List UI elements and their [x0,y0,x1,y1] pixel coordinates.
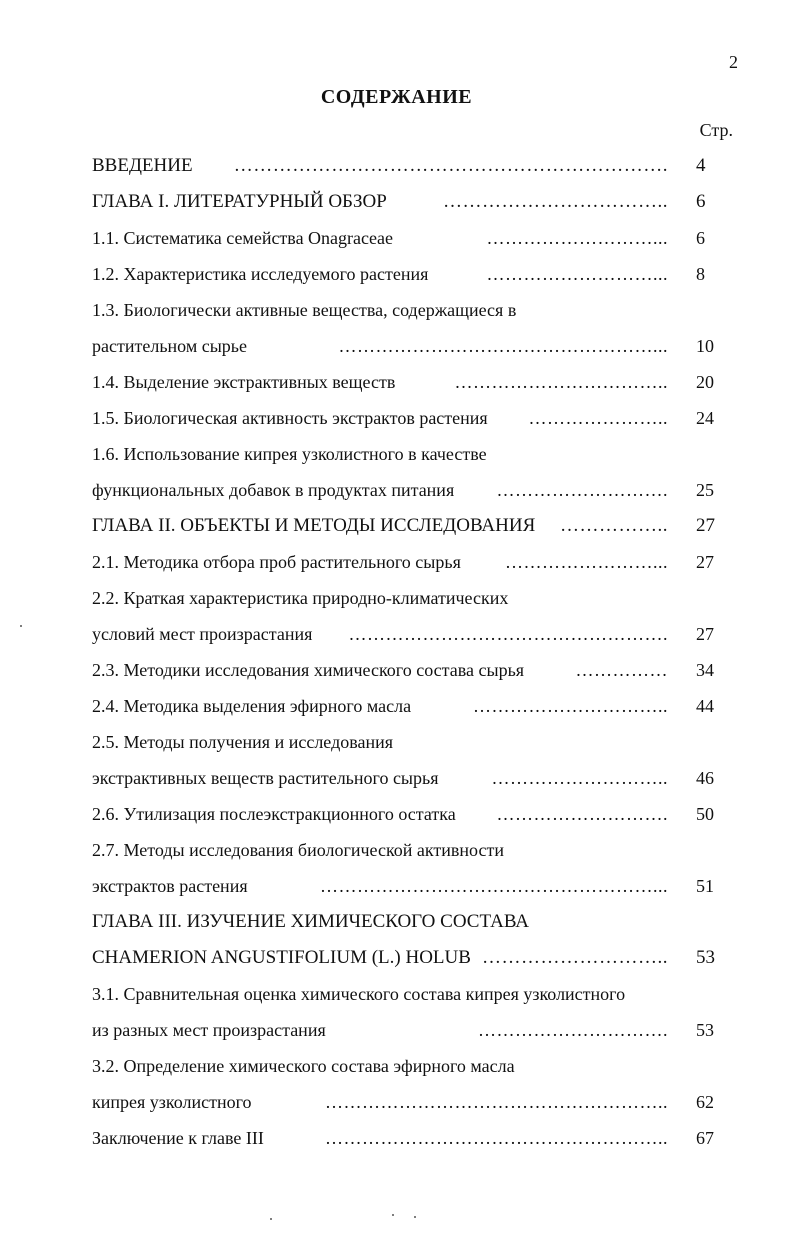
toc-dot-leader: ……………………….. [491,768,668,788]
toc-entry-text: кипрея узколистного [92,1092,252,1112]
toc-entry-text: Заключение к главе III [92,1128,264,1148]
page-number: 2 [729,52,738,72]
toc-entry [92,184,720,220]
toc-page-number: 8 [696,264,705,284]
toc-dot-leader: ………………………... [486,228,668,248]
toc-page-number: 25 [696,480,714,500]
scan-speck [392,1214,394,1216]
toc-entry [92,796,720,832]
toc-dot-leader: ……………………………………………….. [325,1128,668,1148]
scan-speck [270,1218,272,1220]
toc-page-number: 24 [696,408,714,428]
toc-entry-continued [92,904,720,940]
toc-entry-text: ГЛАВА III. ИЗУЧЕНИЕ ХИМИЧЕСКОГО СОСТАВА [92,911,530,932]
toc-dot-leader: …………………………. [478,1020,668,1040]
toc-dot-leader: ………………………... [486,264,668,284]
toc-page-number: 6 [696,228,705,248]
toc-page-number: 53 [696,947,715,968]
toc-entry-text: 1.4. Выделение экстрактивных веществ [92,372,396,392]
toc-entry [92,400,720,436]
toc-entry-text: 2.2. Краткая характеристика природно-климатических [92,588,509,608]
toc-entry-continued [92,976,720,1012]
toc-entry-continued [92,724,720,760]
toc-entry [92,544,720,580]
table-of-contents [92,148,720,1156]
toc-entry-continued [92,832,720,868]
toc-entry [92,220,720,256]
toc-page-number: 34 [696,660,714,680]
toc-entry [92,652,720,688]
page-column-header: Стр. [699,120,733,140]
toc-dot-leader: ………………………………………………... [320,876,668,896]
toc-entry-text: 2.5. Методы получения и исследования [92,732,394,752]
toc-dot-leader: ……………………... [505,552,668,572]
toc-entry [92,868,720,904]
toc-dot-leader: ……………………………………………. [348,624,668,644]
toc-entry-text: 1.5. Биологическая активность экстрактов растения [92,408,488,428]
toc-entry-text: 2.1. Методика отбора проб растительного сырья [92,552,461,572]
toc-entry-text: 1.6. Использование кипрея узколистного в качестве [92,444,487,464]
toc-page-number: 20 [696,372,714,392]
toc-dot-leader: …………………………………………………………. [233,155,668,176]
toc-entry-text: 3.2. Определение химического состава эфирного масла [92,1056,515,1076]
toc-entry-text: ВВЕДЕНИЕ [92,155,193,176]
toc-entry-text: функциональных добавок в продуктах питания [92,480,455,500]
toc-page-number: 10 [696,336,714,356]
toc-page-number: 27 [696,552,714,572]
toc-entry-text: условий мест произрастания [92,624,313,644]
toc-page-number: 50 [696,804,714,824]
toc-page-number: 44 [696,696,714,716]
toc-page-number: 62 [696,1092,714,1112]
toc-page-number: 53 [696,1020,714,1040]
toc-entry-continued [92,580,720,616]
toc-dot-leader: …………………………….. [443,191,668,212]
toc-page-number: 67 [696,1128,714,1148]
toc-dot-leader: …………….. [560,515,668,536]
toc-entry-text: 2.6. Утилизация послеэкстракционного остатка [92,804,456,824]
toc-entry-text: экстрактивных веществ растительного сырья [92,768,439,788]
toc-entry-continued [92,436,720,472]
toc-entry-text: из разных мест произрастания [92,1020,326,1040]
toc-page-number: 6 [696,191,706,212]
toc-page-number: 27 [696,624,714,644]
toc-dot-leader: …………… [575,660,668,680]
toc-entry-text: 1.1. Систематика семейства Onagraceae [92,228,393,248]
toc-entry-text: 1.3. Биологически активные вещества, содержащиеся в [92,300,517,320]
toc-entry-text: 2.3. Методики исследования химического состава сырья [92,660,525,680]
toc-page-number: 27 [696,515,715,536]
toc-entry-text: ГЛАВА II. ОБЪЕКТЫ И МЕТОДЫ ИССЛЕДОВАНИЯ [92,515,536,536]
scan-speck [414,1216,416,1218]
scan-speck [20,625,22,627]
toc-entry-text: 2.7. Методы исследования биологической активности [92,840,504,860]
toc-dot-leader: …………………………….. [454,372,668,392]
toc-entry [92,940,720,976]
toc-entry-continued [92,292,720,328]
toc-entry [92,328,720,364]
toc-entry [92,364,720,400]
toc-entry [92,472,720,508]
toc-entry [92,508,720,544]
toc-entry [92,760,720,796]
page-title: СОДЕРЖАНИЕ [320,86,473,108]
toc-entry-text: 2.4. Методика выделения эфирного масла [92,696,412,716]
toc-page-number: 51 [696,876,714,896]
toc-entry-text: экстрактов растения [92,876,248,896]
toc-entry-text: ГЛАВА I. ЛИТЕРАТУРНЫЙ ОБЗОР [92,191,387,212]
toc-entry-text: CHAMERION ANGUSTIFOLIUM (L.) HOLUB [92,947,471,968]
toc-dot-leader: ………………………. [496,480,668,500]
toc-dot-leader: ……………………………………………….. [325,1092,668,1112]
toc-entry [92,1012,720,1048]
toc-entry [92,148,720,184]
toc-page-number: 46 [696,768,714,788]
toc-entry [92,1120,720,1156]
toc-page-number: 4 [696,155,706,176]
toc-entry [92,688,720,724]
toc-dot-leader: ……………………….. [482,947,668,968]
toc-entry [92,256,720,292]
toc-entry-text: 3.1. Сравнительная оценка химического состава кипрея узколистного [92,984,626,1004]
toc-entry-text: 1.2. Характеристика исследуемого растения [92,264,429,284]
toc-entry-continued [92,1048,720,1084]
toc-dot-leader: ……………………………………………... [338,336,668,356]
toc-dot-leader: ………………………….. [473,696,668,716]
toc-entry [92,616,720,652]
toc-entry-text: растительном сырье [92,336,247,356]
toc-entry [92,1084,720,1120]
toc-dot-leader: ………………………. [496,804,668,824]
toc-dot-leader: ………………….. [528,408,668,428]
